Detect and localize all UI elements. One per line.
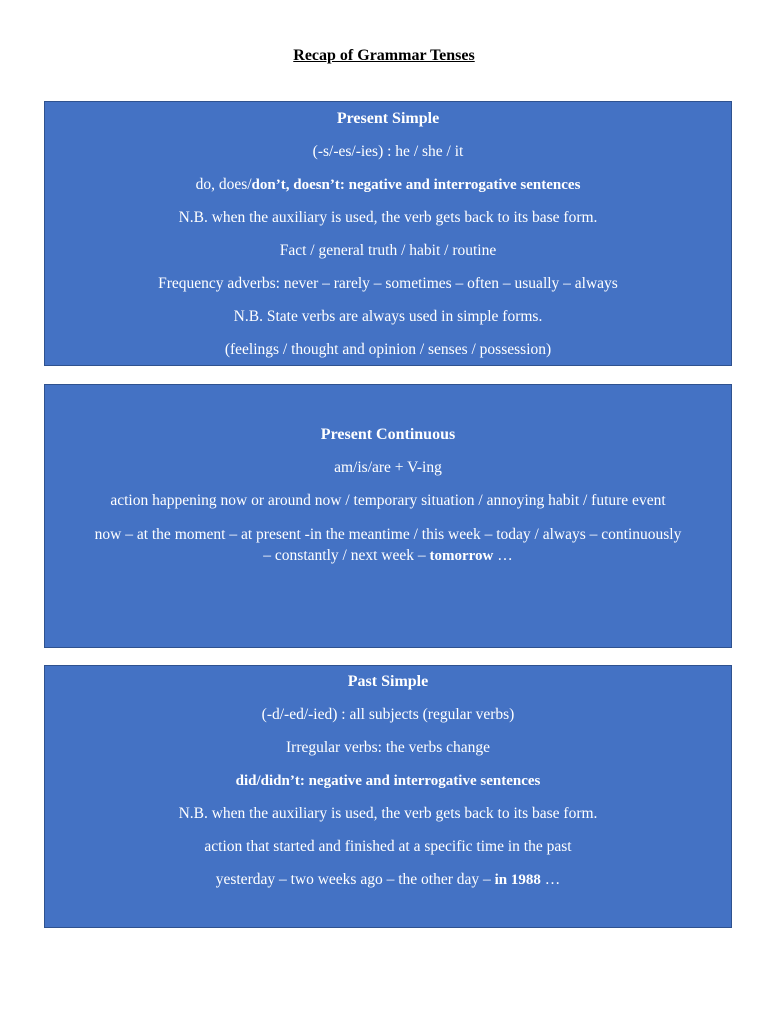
present-continuous-form: am/is/are + V-ing bbox=[334, 459, 442, 476]
past-time-in-1988: in 1988 bbox=[494, 872, 541, 888]
present-continuous-uses: action happening now or around now / temporary situation / annoying habit / future event bbox=[110, 492, 666, 509]
present-simple-heading: Present Simple bbox=[336, 110, 440, 127]
present-continuous-heading: Present Continuous bbox=[320, 426, 456, 443]
present-simple-base-form-note: N.B. when the auxiliary is used, the verb gets back to its base form. bbox=[178, 209, 598, 226]
page-title: Recap of Grammar Tenses bbox=[293, 47, 475, 64]
past-simple-box bbox=[44, 665, 732, 928]
past-auxiliaries-negative-note: did/didn’t: negative and interrogative sentences bbox=[235, 773, 541, 789]
present-simple-frequency-adverbs: Frequency adverbs: never – rarely – sometimes – often – usually – always bbox=[158, 275, 618, 292]
present-simple-box bbox=[44, 101, 732, 366]
past-simple-irregular: Irregular verbs: the verbs change bbox=[286, 739, 490, 756]
past-simple-endings: (-d/-ed/-ied) : all subjects (regular verbs) bbox=[261, 706, 515, 723]
past-simple-base-form-note: N.B. when the auxiliary is used, the verb gets back to its base form. bbox=[178, 805, 598, 822]
present-continuous-box bbox=[44, 384, 732, 648]
present-simple-state-verbs-note: N.B. State verbs are always used in simple forms. bbox=[233, 308, 543, 325]
past-time-prefix: yesterday – two weeks ago – the other day – bbox=[215, 871, 495, 888]
past-time-ellipsis: … bbox=[540, 871, 561, 888]
present-simple-uses: Fact / general truth / habit / routine bbox=[279, 242, 497, 259]
present-simple-endings: (-s/-es/-ies) : he / she / it bbox=[312, 143, 464, 160]
present-simple-state-verbs-list: (feelings / thought and opinion / senses / possession) bbox=[224, 341, 552, 358]
auxiliaries-prefix: do, does/ bbox=[195, 176, 252, 193]
time-expressions-tomorrow: tomorrow bbox=[429, 548, 494, 564]
present-continuous-time-expressions bbox=[45, 524, 731, 567]
time-expressions-ellipsis: … bbox=[493, 547, 513, 564]
past-simple-use: action that started and finished at a specific time in the past bbox=[204, 838, 572, 855]
time-expressions-part1: now – at the moment – at present -in the meantime / this week – today / always – continuously bbox=[94, 526, 682, 543]
auxiliaries-negative-note: don’t, doesn’t: negative and interrogative sentences bbox=[251, 177, 581, 193]
past-simple-heading: Past Simple bbox=[347, 673, 429, 690]
present-simple-auxiliaries bbox=[45, 175, 731, 195]
past-simple-auxiliaries bbox=[45, 771, 731, 791]
time-expressions-part2: – constantly / next week – bbox=[263, 547, 430, 564]
past-simple-time-expressions bbox=[45, 870, 731, 890]
